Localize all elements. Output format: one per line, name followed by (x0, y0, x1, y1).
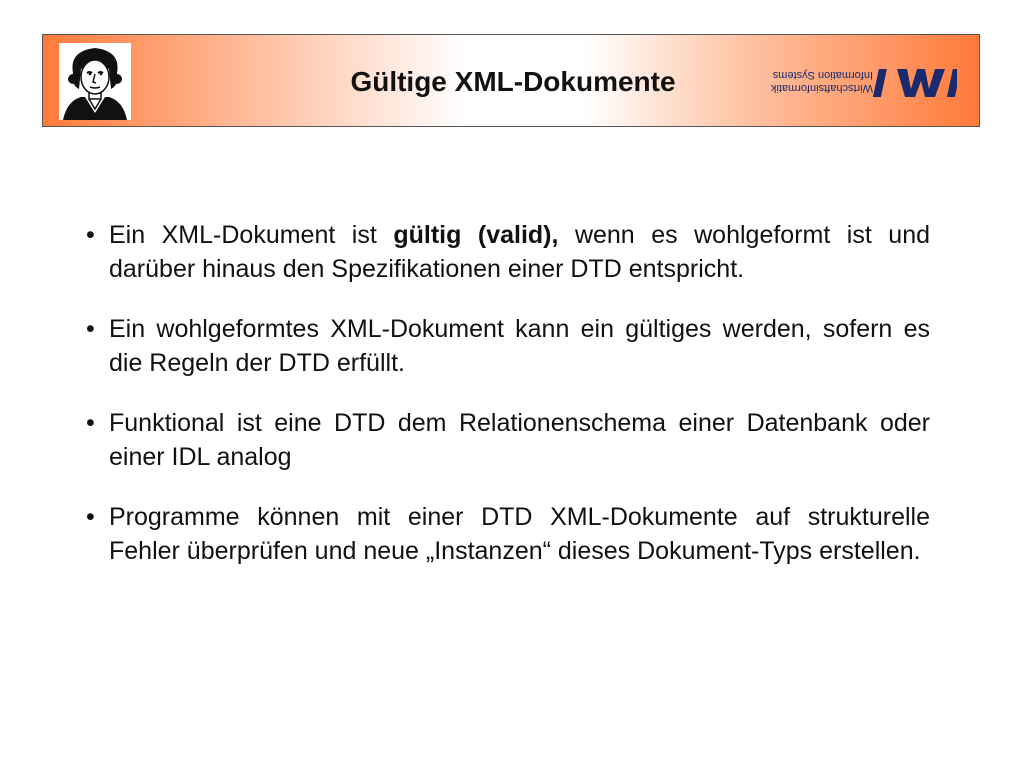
bullet-item (86, 312, 930, 380)
bullet-marker: • (86, 315, 95, 343)
bullet-marker: • (86, 503, 95, 531)
bullet-text-post: wenn es wohlgeformt ist und darüber hinaus den Spezifikationen einer DTD entspricht. (109, 221, 931, 283)
bullet-marker: • (86, 409, 95, 437)
bullet-list (86, 218, 930, 594)
bullet-item (86, 406, 930, 474)
bullet-text-pre: Ein XML-Dokument ist (109, 221, 394, 249)
logo-text-line2: Information Systems (772, 69, 873, 81)
bullet-text: Funktional ist eine DTD dem Relationenschema einer Datenbank oder einer IDL analog (109, 409, 930, 471)
wirtschaftsinformatik-logo (765, 59, 957, 105)
slide-header (42, 34, 980, 127)
bullet-text: Ein wohlgeformtes XML-Dokument kann ein gültiges werden, sofern es die Regeln der DTD erfüllt. (109, 315, 930, 377)
slide-title: Gültige XML-Dokumente (350, 66, 676, 97)
goethe-portrait-icon (59, 43, 131, 120)
logo-mark-icon (873, 69, 957, 97)
logo-text-line1: Wirtschaftsinformatik (770, 82, 873, 94)
bullet-item (86, 500, 930, 568)
bullet-item (86, 218, 930, 286)
bullet-text-bold: gültig (valid), (393, 221, 559, 249)
bullet-marker: • (86, 221, 95, 249)
bullet-text: Programme können mit einer DTD XML-Dokumente auf strukturelle Fehler überprüfen und neue „Instanzen“ dieses Dokument-Typs erstellen. (109, 503, 930, 565)
